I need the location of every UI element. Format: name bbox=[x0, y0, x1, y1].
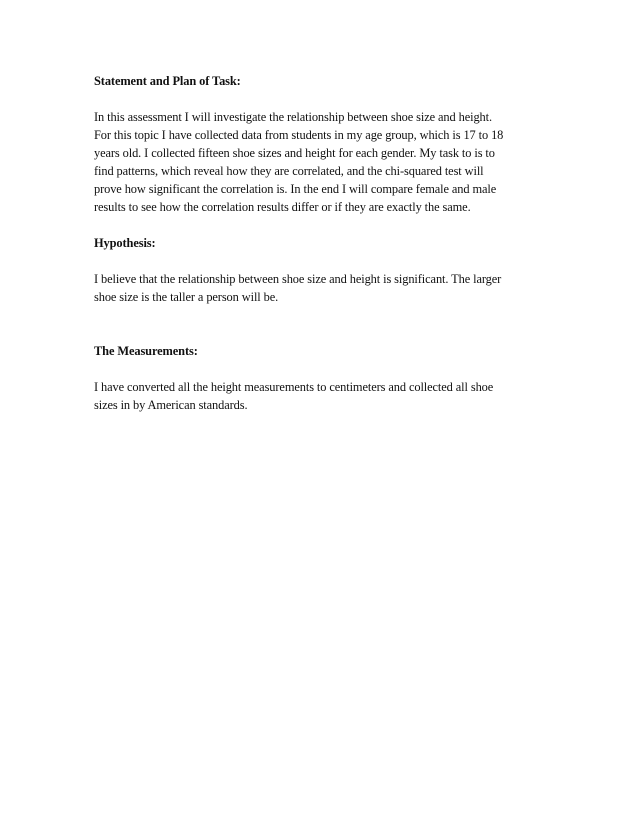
spacer bbox=[94, 90, 554, 108]
paragraph-line: In this assessment I will investigate the relationship between shoe size and height. bbox=[94, 110, 492, 124]
paragraph-measurements bbox=[94, 378, 554, 414]
spacer bbox=[94, 306, 554, 342]
paragraph-line: prove how significant the correlation is. In the end I will compare female and male bbox=[94, 182, 497, 196]
spacer bbox=[94, 252, 554, 270]
paragraph-line: For this topic I have collected data from students in my age group, which is 17 to 18 bbox=[94, 128, 504, 142]
section-heading-hypothesis: Hypothesis: bbox=[94, 236, 156, 250]
paragraph-line: find patterns, which reveal how they are correlated, and the chi-squared test will bbox=[94, 164, 484, 178]
paragraph-statement bbox=[94, 108, 554, 216]
paragraph-line: results to see how the correlation results differ or if they are exactly the same. bbox=[94, 200, 471, 214]
document-body bbox=[94, 72, 554, 414]
paragraph-line: sizes in by American standards. bbox=[94, 398, 248, 412]
paragraph-line: shoe size is the taller a person will be. bbox=[94, 290, 279, 304]
paragraph-hypothesis bbox=[94, 270, 554, 306]
paragraph-line: years old. I collected fifteen shoe sizes and height for each gender. My task to is to bbox=[94, 146, 495, 160]
spacer bbox=[94, 360, 554, 378]
section-heading-measurements: The Measurements: bbox=[94, 344, 198, 358]
section-heading-statement: Statement and Plan of Task: bbox=[94, 74, 241, 88]
spacer bbox=[94, 216, 554, 234]
paragraph-line: I have converted all the height measurements to centimeters and collected all shoe bbox=[94, 380, 494, 394]
paragraph-line: I believe that the relationship between shoe size and height is significant. The larger bbox=[94, 272, 502, 286]
